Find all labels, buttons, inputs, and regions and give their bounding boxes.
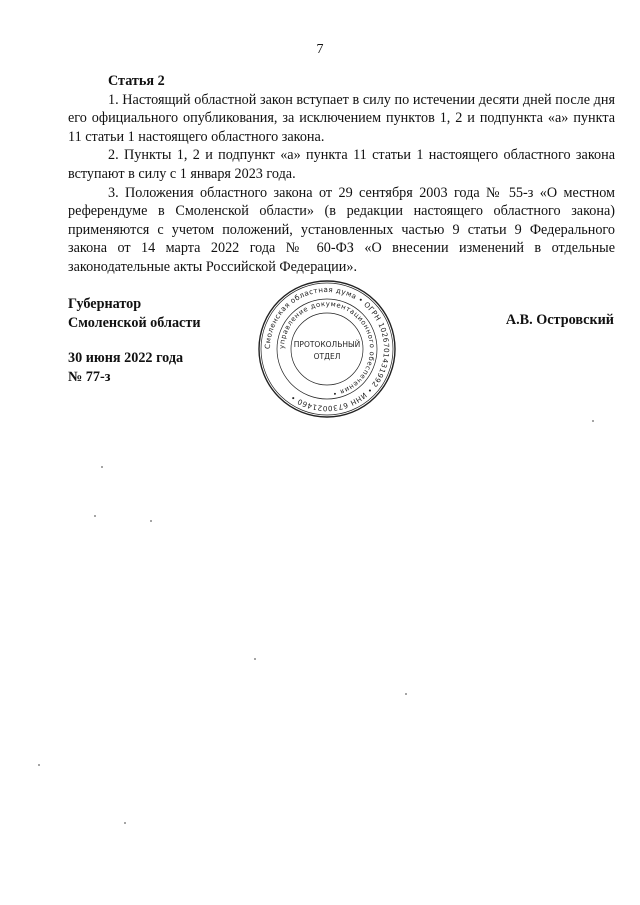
scan-speck [94,515,96,517]
scan-speck [124,822,126,824]
scan-speck [101,466,103,468]
scan-speck [592,420,594,422]
document-date-number [68,349,183,386]
page-number: 7 [316,42,324,57]
official-seal-stamp [257,279,397,419]
seal-center-line-1: ПРОТОКОЛЬНЫЙ [293,340,361,349]
paragraph-3: 3. Положения областного закона от 29 сентября 2003 года № 55-з «О местном референдуме в Смоленской области» (в редакции настоящего областного закона) применяются с учетом положений, установленных частью 9 статьи 9 Федерального закона от 14 марта 2022 года № 60-ФЗ «О внесении изменений в отдельные законодательные акты Российской Федерации». [68,184,615,275]
paragraph-2: 2. Пункты 1, 2 и подпункт «а» пункта 11 статьи 1 настоящего областного закона вступают в силу с 1 января 2023 года. [68,147,615,182]
article-2 [68,72,615,277]
signatory-position [68,295,201,332]
seal-graphic [257,279,397,419]
seal-center-line-2: ОТДЕЛ [313,352,341,361]
document-number: № 77-з [68,368,111,385]
article-title: Статья 2 [108,73,165,89]
document-date: 30 июня 2022 года [68,350,184,366]
seal-inner-text: управление документационного обеспечения • [277,299,377,398]
seal-outer-text: Смоленская областная дума • ОГРН 1026701431992 • ИНН 6730021460 • [262,284,392,414]
position-line-1: Губернатор [68,296,142,312]
scan-speck [405,693,407,695]
scan-speck [38,764,40,766]
signatory-name: А.В. Островский [505,312,614,328]
scan-speck [150,520,152,522]
position-line-2: Смоленской области [68,314,201,331]
scan-speck [254,658,256,660]
paragraph-1: 1. Настоящий областной закон вступает в силу по истечении десяти дней после дня его официального опубликования, за исключением пунктов 1, 2 и подпункта «а» пункта 11 статьи 1 настоящего областного закона. [68,91,615,145]
